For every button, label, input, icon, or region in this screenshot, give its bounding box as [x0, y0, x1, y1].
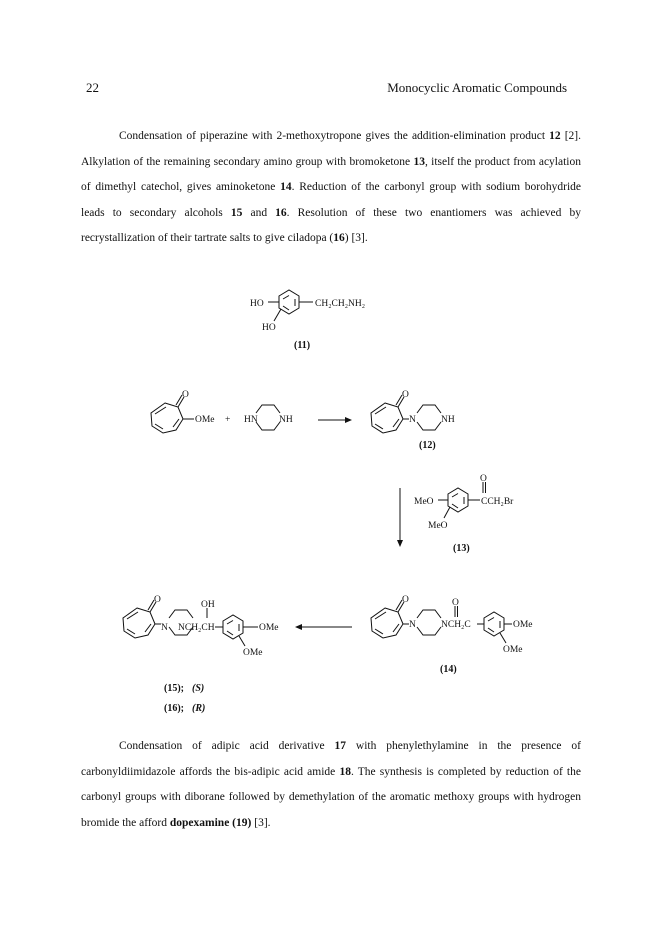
text-run: and [242, 206, 276, 219]
tropone-ring [151, 403, 183, 433]
structure-methoxytropone [151, 390, 215, 433]
double-bond [488, 618, 494, 622]
hydroxyl-group: OH [201, 600, 215, 610]
meo-group: MeO [414, 497, 434, 507]
nh-group: HN [244, 415, 258, 425]
double-bond [283, 306, 289, 310]
text-run: . Reduction of the carbonyl group with sodium borohydride leads to secondary alcohols [81, 181, 581, 219]
nitrogen-atom: N [409, 620, 416, 630]
compound-label-13: (13) [453, 543, 470, 554]
text-run: Condensation of adipic acid derivative [119, 740, 335, 752]
double-bond [488, 628, 494, 632]
tropone-ring [123, 608, 155, 638]
compound-label-14: (14) [440, 664, 457, 675]
compound-label-15: (15); [164, 683, 184, 694]
ho-group: HO [250, 299, 264, 309]
benzene-ring [279, 290, 299, 314]
ho-group: HO [262, 323, 276, 333]
meo-group: MeO [428, 521, 448, 531]
double-bond [452, 494, 458, 498]
piperazine-bond [256, 422, 280, 430]
compound-label-16: (16); [164, 703, 184, 714]
ethylamine-group: CH₂CH₂NH₂ [315, 299, 366, 309]
double-bond [127, 612, 138, 619]
compound-ref: 18 [339, 765, 351, 778]
benzene-ring [223, 615, 243, 639]
compound-ref: 17 [334, 740, 347, 752]
acyl-group: NCH₂C [441, 620, 471, 630]
compound-label-11: (11) [294, 340, 311, 351]
text-run: . Resolution of these two enantiomers was achieved by recrystallization of their tartrate salts to give ciladopa ( [81, 206, 582, 244]
structure-piperazine [244, 405, 293, 430]
oxygen-atom: O [480, 474, 487, 484]
text-run: [3]. [251, 816, 271, 829]
bond [444, 507, 450, 518]
oxygen-atom: O [402, 390, 409, 400]
running-title: Monocyclic Aromatic Compounds [387, 80, 567, 95]
double-bond [375, 612, 386, 619]
nh-group: NH [441, 415, 455, 425]
ome-group: OMe [503, 645, 523, 655]
text-run: with phenylethylamine in the presence of carbonyldiimidazole affords the bis-adipic acid amide [81, 740, 581, 778]
tropone-ring [371, 403, 403, 433]
structure-12 [371, 390, 455, 451]
structure-14 [371, 595, 533, 675]
stereo-config-s: (S) [192, 683, 205, 694]
stereo-config-r: (R) [192, 703, 206, 714]
nitrogen-atom: N [161, 623, 168, 633]
plus-sign: + [225, 415, 231, 425]
hydroxyethyl-group: NCH₂CH [178, 623, 215, 633]
page-number: 22 [86, 80, 99, 95]
oxygen-atom: O [402, 595, 409, 605]
text-run: . The synthesis is completed by reduction of the carbonyl groups with diborane followed by demethylation of the aromatic methoxy groups with hydrogen bromide the afford [81, 765, 581, 829]
compound-label-12: (12) [419, 440, 436, 451]
arrow-head [345, 417, 352, 423]
oxygen-atom: O [154, 595, 161, 605]
double-bond [227, 631, 233, 635]
double-bond [155, 407, 166, 414]
tropone-ring [371, 608, 403, 638]
oxygen-atom: O [182, 390, 189, 400]
text-run: ) [3]. [344, 232, 368, 244]
drug-name: dopexamine (19) [169, 816, 252, 829]
text-run: [2]. Alkylation of the remaining secondary amino group with bromoketone [81, 130, 581, 168]
piperazine-bond [417, 610, 441, 618]
structure-11 [250, 290, 365, 351]
bond [500, 633, 506, 643]
benzene-ring [484, 612, 504, 636]
ome-group: OMe [259, 623, 279, 633]
text-run: , itself the product from acylation of dimethyl catechol, gives aminoketone [81, 155, 581, 193]
bromoacetyl-group: CCH₂Br [481, 497, 514, 507]
paragraph-dopexamine-synthesis [81, 734, 581, 836]
piperazine-bond [417, 627, 441, 635]
nh-group: NH [279, 415, 293, 425]
compound-ref: 16 [333, 232, 345, 244]
arrow-head [295, 624, 302, 630]
ome-group: OMe [195, 415, 215, 425]
double-bond [283, 296, 289, 300]
double-bond [227, 621, 233, 625]
piperazine-bond [417, 422, 441, 430]
nitrogen-atom: N [409, 415, 416, 425]
structure-13 [414, 474, 514, 554]
bond [274, 309, 281, 321]
text-run: Condensation of piperazine with 2-methoxytropone gives the addition-elimination product [119, 130, 550, 142]
compound-ref: 16 [275, 206, 287, 219]
double-bond [375, 407, 386, 414]
piperazine-bond [417, 405, 441, 413]
compound-ref: 13 [413, 155, 425, 168]
structure-15-16 [123, 595, 279, 714]
ome-group: OMe [513, 620, 533, 630]
oxygen-atom: O [452, 598, 459, 608]
arrow-head [397, 540, 403, 547]
piperazine-bond [169, 610, 193, 618]
bond [239, 636, 245, 646]
double-bond [452, 504, 458, 508]
piperazine-bond [256, 405, 280, 413]
compound-ref: 15 [230, 206, 243, 219]
compound-ref: 14 [280, 181, 292, 193]
compound-ref: 12 [549, 130, 561, 142]
benzene-ring [448, 488, 468, 512]
ome-group: OMe [243, 648, 263, 658]
